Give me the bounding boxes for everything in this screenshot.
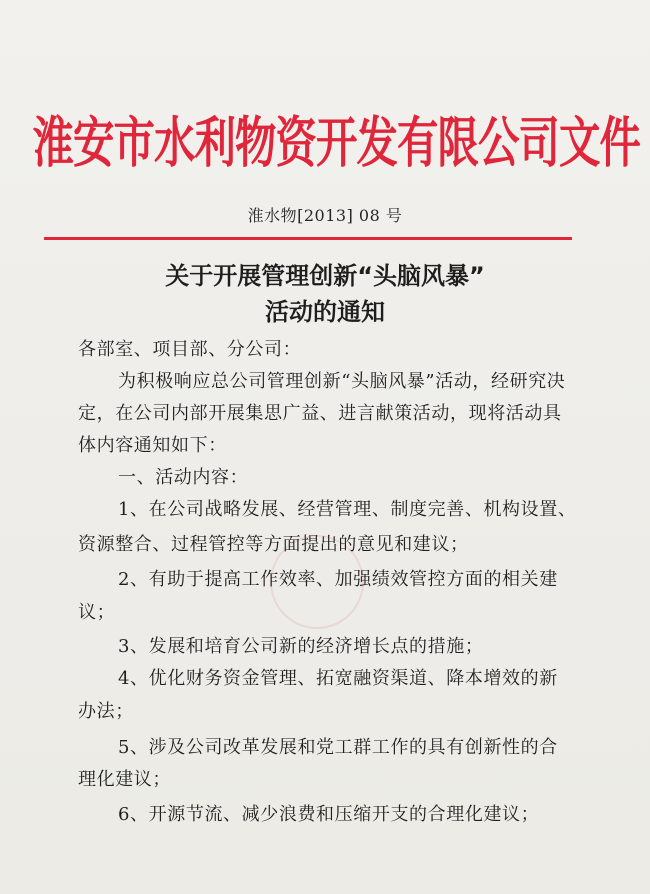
letterhead-title: 淮安市水利物资开发有限公司文件 (32, 110, 640, 175)
list-item: 6、开源节流、减少浪费和压缩开支的合理化建议； (118, 804, 540, 825)
list-item: 1、在公司战略发展、经营管理、制度完善、机构设置、 (118, 499, 577, 520)
notice-title-line1: 关于开展管理创新“头脑风暴” (165, 262, 485, 290)
list-item: 议； (78, 602, 116, 623)
intro-line: 定，在公司内部开展集思广益、进言献策活动，现将活动具 (78, 403, 562, 424)
salutation: 各部室、项目部、分公司： (78, 339, 302, 360)
intro-line: 为积极响应总公司管理创新“头脑风暴”活动，经研究决 (118, 371, 566, 392)
list-item: 4、优化财务资金管理、拓宽融资渠道、降本增效的新 (118, 668, 558, 689)
list-item: 办法； (78, 701, 134, 722)
list-item: 3、发展和培育公司新的经济增长点的措施； (118, 636, 484, 657)
notice-title-line2: 活动的通知 (265, 298, 385, 326)
intro-line: 体内容通知如下： (78, 435, 227, 456)
list-item: 2、有助于提高工作效率、加强绩效管控方面的相关建 (118, 569, 558, 590)
section-heading: 一、活动内容： (118, 467, 249, 488)
list-item: 理化建议； (78, 769, 171, 790)
list-item: 5、涉及公司改革发展和党工群工作的具有创新性的合 (118, 737, 558, 758)
list-item: 资源整合、过程管控等方面提出的意见和建议； (78, 534, 469, 555)
document-number: 淮水物[2013] 08 号 (247, 206, 403, 225)
letterhead-red-rule (44, 237, 572, 240)
